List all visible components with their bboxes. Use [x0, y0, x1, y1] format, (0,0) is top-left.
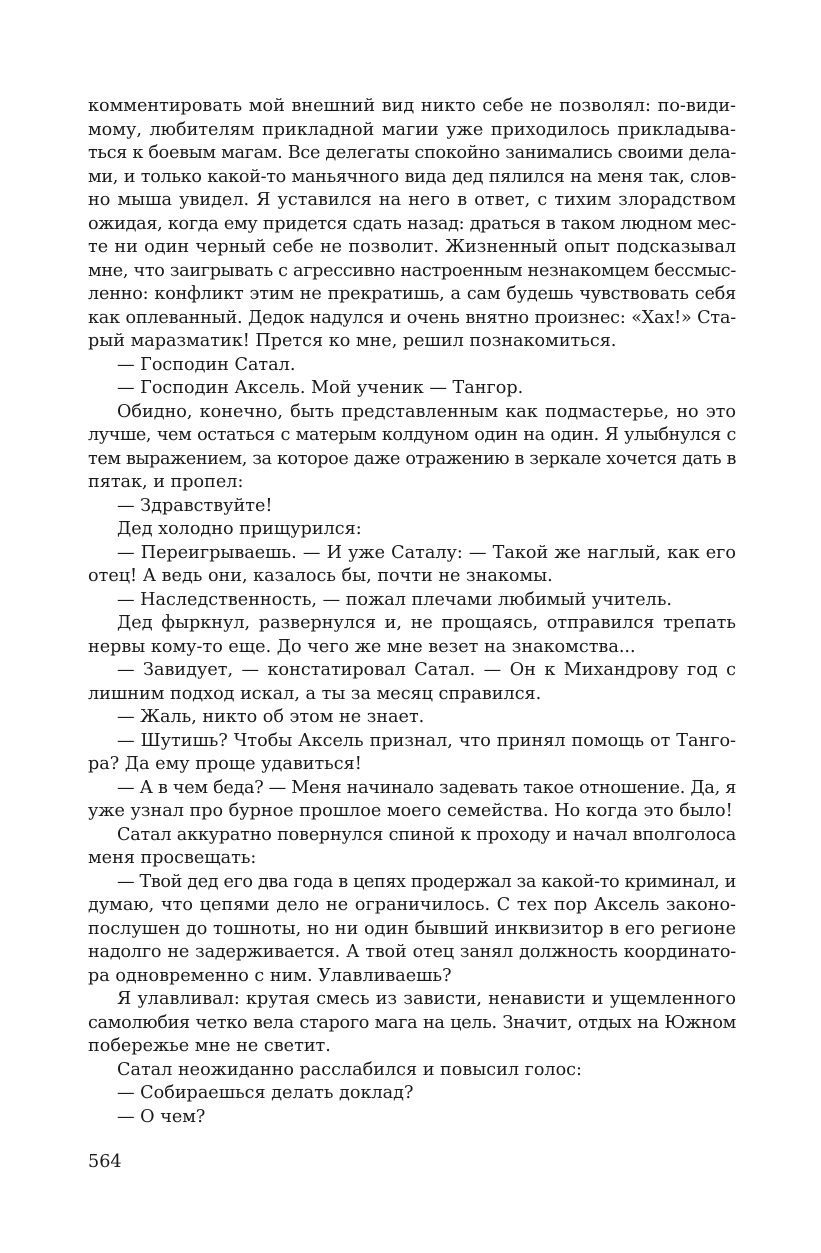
text-line: — Господин Аксель. Мой ученик — Тангор. — [117, 378, 524, 398]
text-line: — Жаль, никто об этом не знает. — [117, 707, 425, 727]
text-line: побережье мне не светит. — [88, 1036, 331, 1056]
text-line: — Шутишь? Чтобы Аксель признал, что принял помощь от Танго- — [117, 730, 736, 751]
text-line: уже узнал про бурное прошлое моего семейства. Но когда это было! — [88, 801, 733, 821]
text-line: послушен до тошноты, но ни один бывший инквизитор в его регионе — [88, 918, 736, 939]
text-line: Сатал неожиданно расслабился и повысил голос: — [117, 1059, 582, 1080]
text-line: — Здравствуйте! — [117, 495, 273, 516]
text-line: — Переигрываешь. — И уже Саталу: — Такой же наглый, как его — [117, 542, 736, 563]
text-line: надолго не задерживается. А твой отец занял должность координато- — [88, 942, 736, 962]
text-line: — Наследственность, — пожал плечами любимый учитель. — [117, 589, 673, 610]
page-number: 564 — [88, 1152, 122, 1172]
text-line: пятак, и пропел: — [88, 472, 244, 492]
text-line: Я улавливал: крутая смесь из зависти, ненависти и ущемленного — [117, 989, 736, 1009]
text-line: но мыша увидел. Я уставился на него в ответ, с тихим злорадством — [88, 190, 736, 210]
text-line: отец! А ведь они, казалось бы, почти не знакомы. — [88, 566, 553, 586]
text-line: мне, что заигрывать с агрессивно настроенным незнакомцем бессмыс- — [88, 260, 736, 281]
text-line: те ни один черный себе не позволит. Жизненный опыт подсказывал — [88, 237, 736, 257]
text-line: — Завидует, — констатировал Сатал. — Он к Михандрову год с — [117, 660, 736, 680]
text-line: думаю, что цепями дело не ограничилось. С тех пор Аксель законо- — [88, 895, 736, 915]
text-line: ра? Да ему проще удавиться! — [88, 754, 362, 774]
text-line: — Собираешься делать доклад? — [117, 1083, 414, 1103]
text-line: как оплеванный. Дедок надулся и очень внятно произнес: «Хах!» Ста- — [88, 307, 736, 328]
text-line: меня просвещать: — [88, 848, 257, 868]
text-line: Обидно, конечно, быть представленным как подмастерье, но это — [117, 401, 736, 422]
text-line: ться к боевым магам. Все делегаты спокойно занимались своими дела- — [88, 143, 736, 163]
text-line: Сатал аккуратно повернулся спиной к проходу и начал вполголоса — [117, 824, 736, 845]
text-line: Дед холодно прищурился: — [117, 519, 362, 539]
text-line: — Твой дед его два года в цепях продержал за какой-то криминал, и — [117, 871, 736, 892]
text-line: ра одновременно с ним. Улавливаешь? — [88, 965, 452, 986]
text-line: тем выражением, за которое даже отражению в зеркале хочется дать в — [88, 448, 736, 469]
text-line: — Господин Сатал. — [117, 354, 296, 375]
body-text — [88, 95, 736, 1129]
text-line: — А в чем беда? — Меня начинало задевать такое отношение. Да, я — [117, 777, 736, 798]
text-line: лучше, чем остаться с матерым колдуном один на один. Я улыбнулся с — [88, 425, 736, 445]
text-line: ожидая, когда ему придется сдать назад: драться в таком людном мес- — [88, 213, 736, 234]
text-line: ленно: конфликт этим не прекратишь, а сам будешь чувствовать себя — [88, 284, 736, 304]
text-line: рый маразматик! Прется ко мне, решил познакомиться. — [88, 331, 617, 351]
text-line: Дед фыркнул, развернулся и, не прощаясь, отправился трепать — [117, 613, 736, 633]
text-line: ми, и только какой-то маньячного вида дед пялился на меня так, слов- — [88, 166, 736, 187]
text-line: комментировать мой внешний вид никто себе не позволял: по-види- — [88, 96, 736, 116]
text-line: мому, любителям прикладной магии уже приходилось прикладыва- — [88, 119, 736, 140]
text-line: самолюбия четко вела старого мага на цель. Значит, отдых на Южном — [88, 1012, 736, 1033]
text-line: лишним подход искал, а ты за месяц справился. — [88, 683, 542, 704]
text-line: нервы кому-то еще. До чего же мне везет на знакомства... — [88, 636, 636, 657]
text-line: — О чем? — [117, 1106, 206, 1127]
